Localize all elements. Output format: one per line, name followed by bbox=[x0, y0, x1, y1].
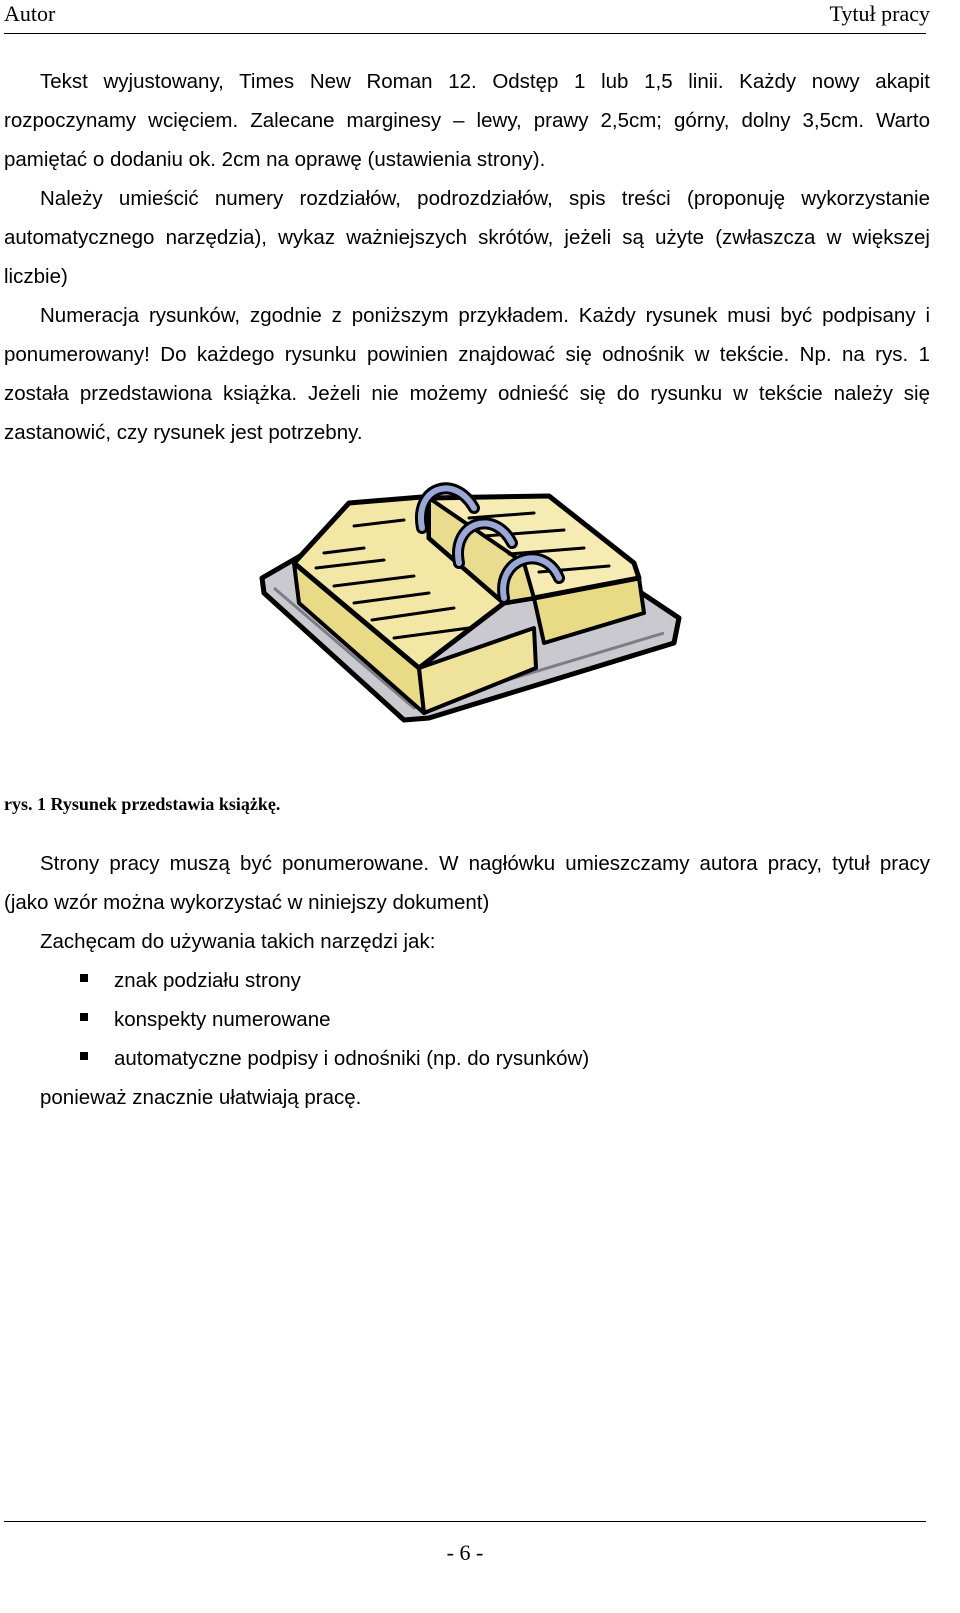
list-item bbox=[4, 1039, 930, 1078]
paragraph-tools-intro: Zachęcam do używania takich narzędzi jak: bbox=[40, 930, 436, 953]
list-item-label: znak podziału strony bbox=[114, 969, 301, 992]
paragraph-figures: Numeracja rysunków, zgodnie z poniższym przykładem. Każdy rysunek musi być podpisany i ponumerowany! Do każdego rysunku powinien znajdować się odnośnik w tekście. Np. na rys. 1 została przedstawiona książka. Jeżeli nie możemy odnieść się do rysunku w tekście należy się zastanowić, czy rysunek jest potrzebny. bbox=[4, 304, 930, 444]
paragraph-formatting: Tekst wyjustowany, Times New Roman 12. Odstęp 1 lub 1,5 linii. Każdy nowy akapit rozpoczynamy wcięciem. Zalecane marginesy – lewy, prawy 2,5cm; górny, dolny 3,5cm. Warto pamiętać o dodaniu ok. 2cm na oprawę (ustawienia strony). bbox=[4, 70, 930, 171]
page-number: - 6 - bbox=[446, 1540, 484, 1565]
footer-rule bbox=[4, 1521, 926, 1522]
list-item bbox=[4, 1000, 930, 1039]
figure-caption: rys. 1 Rysunek przedstawia książkę. bbox=[4, 794, 281, 814]
bullet-icon bbox=[80, 974, 88, 982]
paragraph-numbering: Strony pracy muszą być ponumerowane. W nagłówku umieszczamy autora pracy, tytuł pracy (jako wzór można wykorzystać w niniejszy dokument) bbox=[4, 852, 930, 914]
list-item bbox=[4, 961, 930, 1000]
figure bbox=[4, 452, 930, 792]
list-item-label: automatyczne podpisy i odnośniki (np. do rysunków) bbox=[114, 1047, 590, 1070]
paragraph-structure: Należy umieścić numery rozdziałów, podrozdziałów, spis treści (proponuję wykorzystanie automatycznego narzędzia), wykaz ważniejszych skrótów, jeżeli są użyte (zwłaszcza w większej liczbie) bbox=[4, 187, 930, 288]
book-icon bbox=[254, 468, 684, 738]
list-item-label: konspekty numerowane bbox=[114, 1008, 331, 1031]
tools-list bbox=[4, 961, 930, 1078]
document-body bbox=[4, 62, 930, 1117]
header-title: Tytuł pracy bbox=[829, 1, 930, 26]
header-author: Autor bbox=[4, 1, 56, 26]
paragraph-closing: ponieważ znacznie ułatwiają pracę. bbox=[40, 1086, 362, 1109]
bullet-icon bbox=[80, 1013, 88, 1021]
header-rule bbox=[4, 33, 926, 34]
page-header bbox=[4, 0, 930, 34]
bullet-icon bbox=[80, 1052, 88, 1060]
